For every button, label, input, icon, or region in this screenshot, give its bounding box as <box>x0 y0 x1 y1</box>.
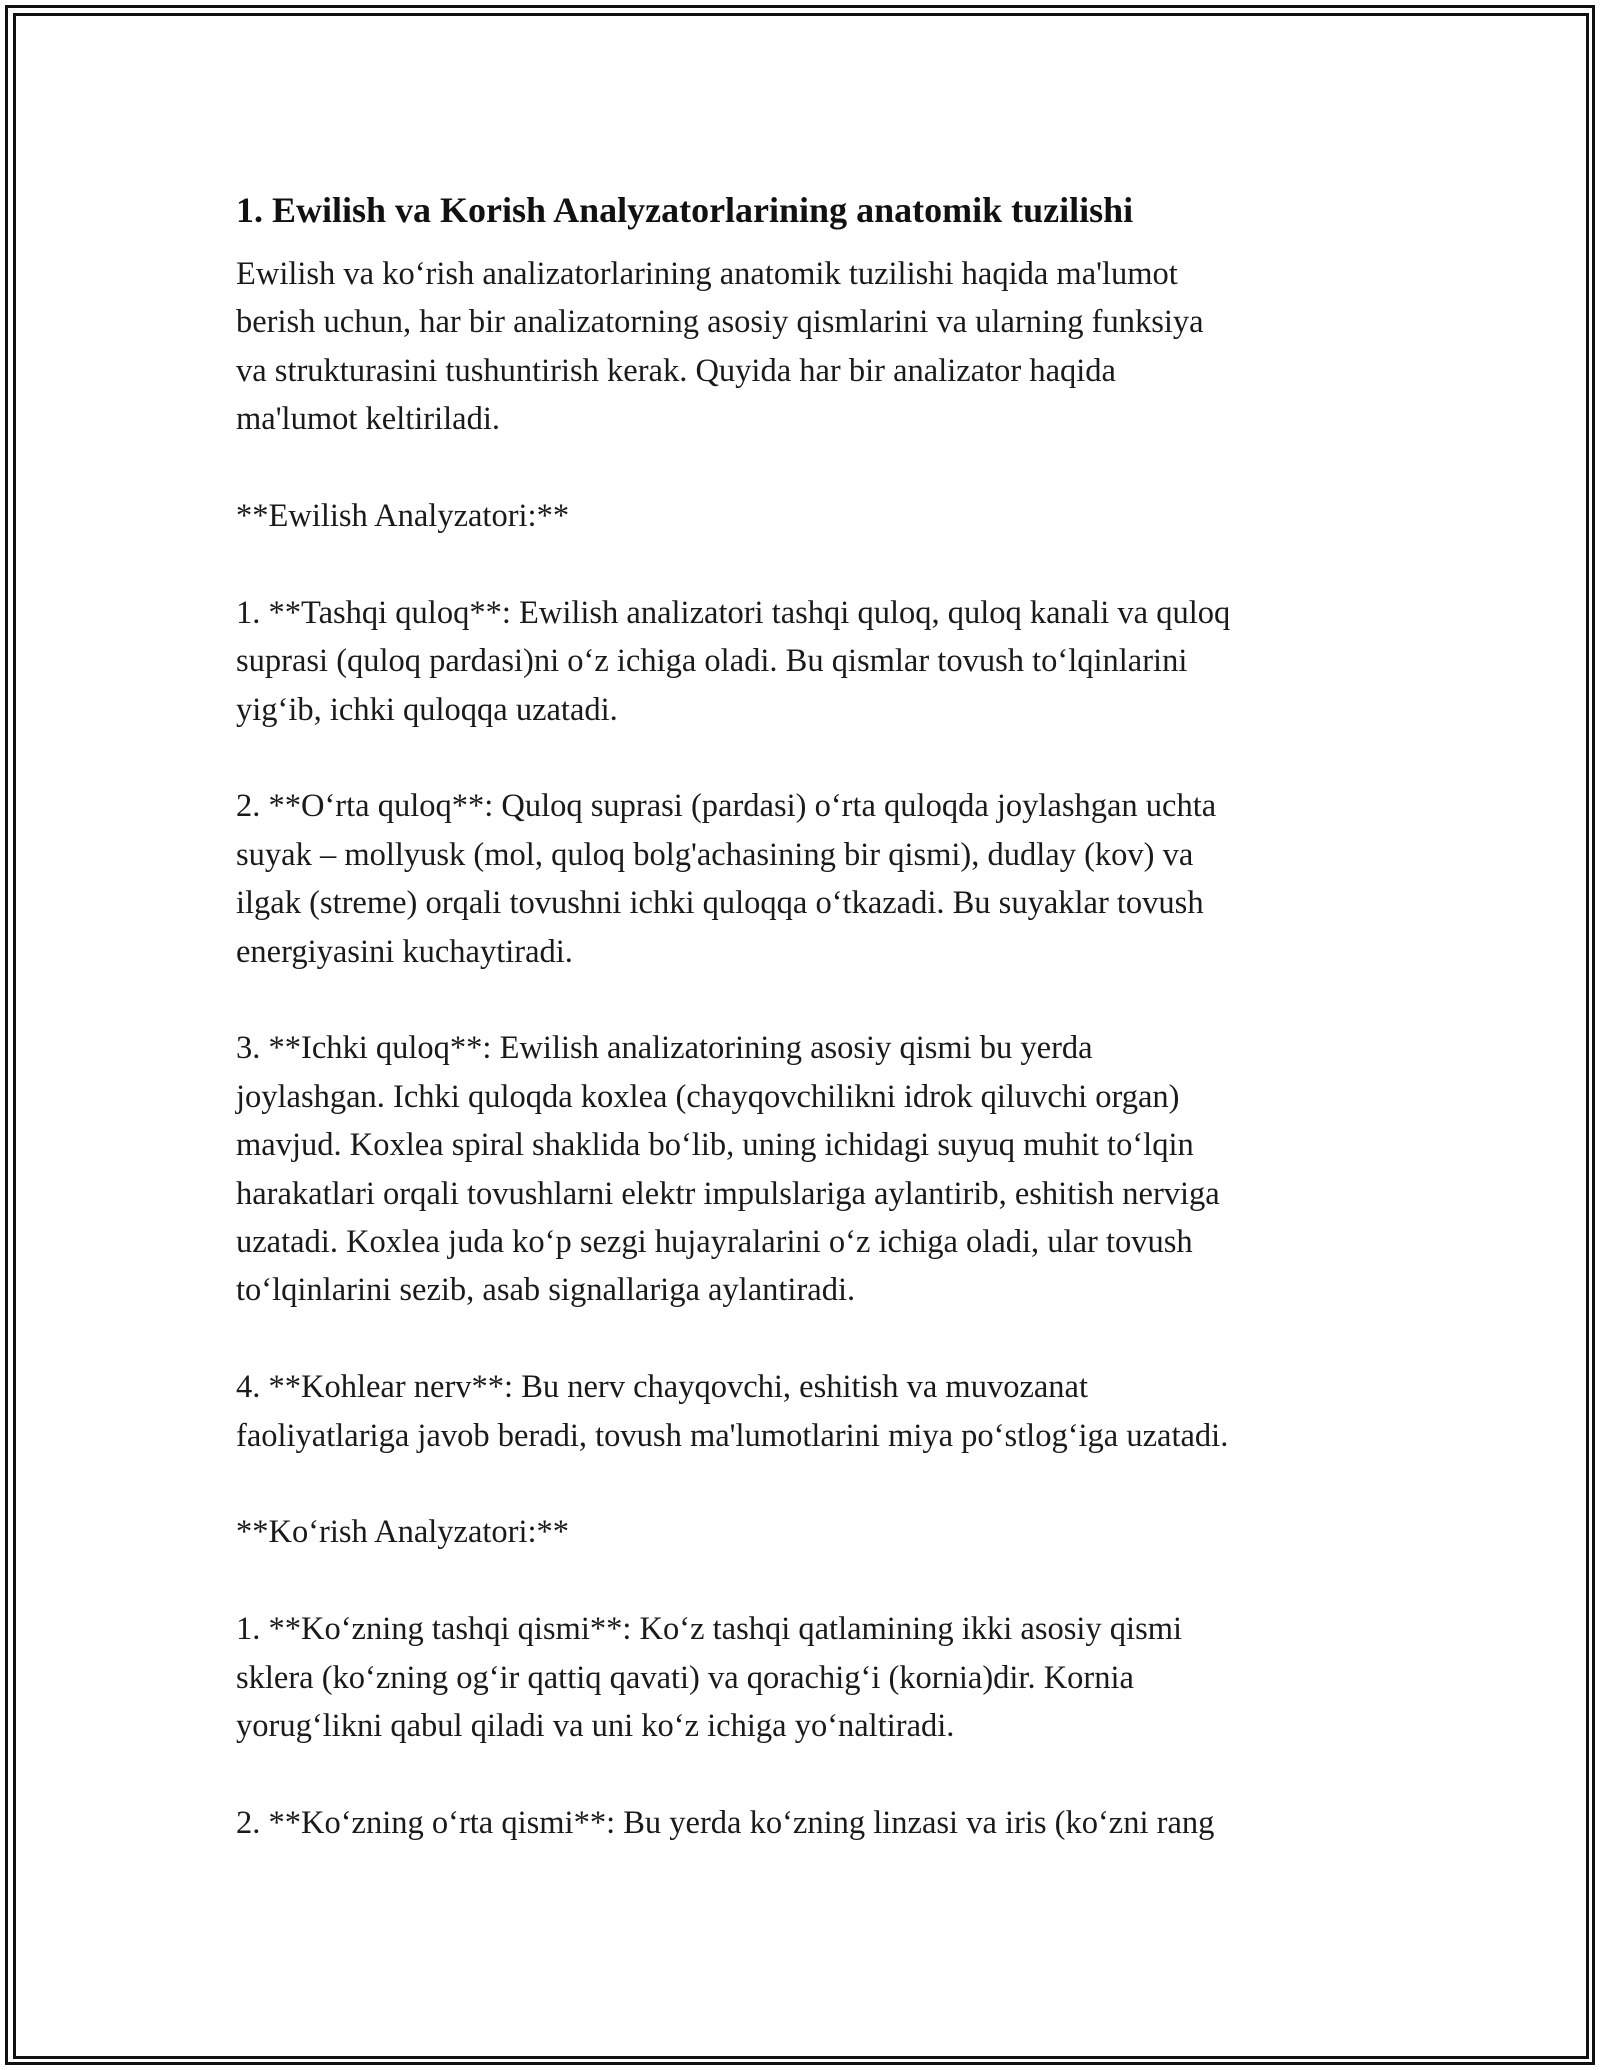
hearing-item-outer-ear: 1. **Tashqi quloq**: Ewilish analizatori tashqi quloq, quloq kanali va quloq suprasi (quloq pardasi)ni o‘z ichiga oladi. Bu qismlar tovush to‘lqinlarini yig‘ib, ichki quloqqa uzatadi. <box>236 594 1231 728</box>
hearing-item-middle-ear: 2. **O‘rta quloq**: Quloq suprasi (pardasi) o‘rta quloqda joylashgan uchta suyak – mollyusk (mol, quloq bolg'achasining bir qismi), dudlay (kov) va ilgak (streme) orqali tovushni ichki quloqqa o‘tkazadi. Bu suyaklar tovush energiyasini kuchaytiradi. <box>236 788 1217 970</box>
intro-paragraph: Ewilish va ko‘rish analizatorlarining anatomik tuzilishi haqida ma'lumot berish uchun, har bir analizatorning asosiy qismlarini va ularning funksiya va strukturasini tushuntirish kerak. Quyida har bir analizator haqida ma'lumot keltiriladi. <box>236 256 1204 438</box>
document-title: 1. Ewilish va Korish Analyzatorlarining anatomik tuzilishi <box>236 190 1134 230</box>
vision-item-outer-eye: 1. **Ko‘zning tashqi qismi**: Ko‘z tashqi qatlamining ikki asosiy qismi sklera (ko‘zning og‘ir qattiq qavati) va qorachig‘i (kornia)dir. Kornia yorug‘likni qabul qiladi va uni ko‘z ichiga yo‘naltiradi. <box>236 1611 1183 1745</box>
vision-item-middle-eye: 2. **Ko‘zning o‘rta qismi**: Bu yerda ko‘zning linzasi va iris (ko‘zni rang <box>236 1804 1215 1841</box>
hearing-item-inner-ear: 3. **Ichki quloq**: Ewilish analizatorining asosiy qismi bu yerda joylashgan. Ichki quloqda koxlea (chayqovchilikni idrok qiluvchi organ) mavjud. Koxlea spiral shaklida bo‘lib, uning ichidagi suyuq muhit to‘lqin harakatlari orqali tovushlarni elektr impulslariga aylantirib, eshitish nerviga uzatadi. Koxlea juda ko‘p sezgi hujayralarini o‘z ichiga oladi, ular tovush to‘lqinlarini sezib, asab signallariga aylantiradi. <box>236 1030 1220 1309</box>
hearing-item-cochlear-nerve: 4. **Kohlear nerv**: Bu nerv chayqovchi, eshitish va muvozanat faoliyatlariga javob beradi, tovush ma'lumotlarini miya po‘stlog‘iga uzatadi. <box>236 1369 1229 1454</box>
section-heading-hearing: **Ewilish Analyzatori:** <box>236 498 570 535</box>
document-body <box>236 186 1366 1896</box>
section-heading-vision: **Ko‘rish Analyzatori:** <box>236 1514 570 1551</box>
